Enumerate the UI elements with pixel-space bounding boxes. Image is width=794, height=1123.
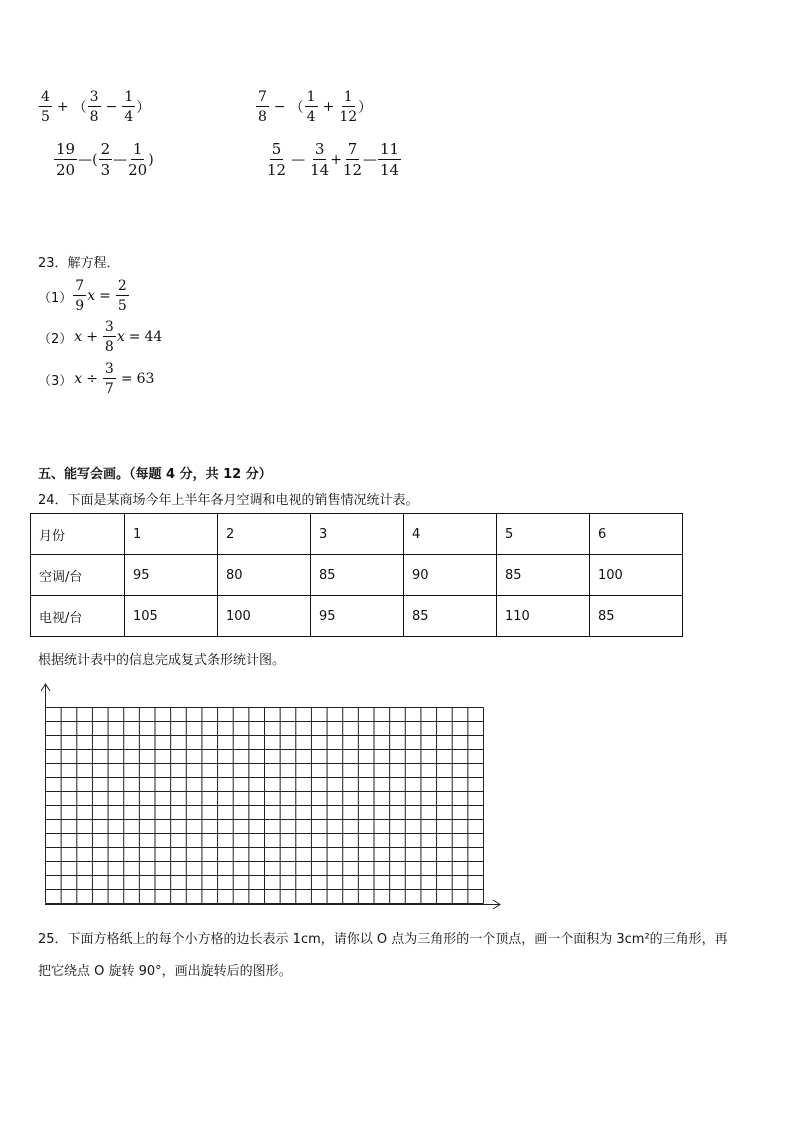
fraction: $\frac{11}{14}$ <box>380 140 400 179</box>
table-cell: 85 <box>497 555 590 596</box>
question-24-instruction: 根据统计表中的信息完成复式条形统计图。 <box>38 653 286 668</box>
fraction: $\frac{7}{9}$ <box>75 278 85 314</box>
table-cell: 6 <box>590 514 683 555</box>
table-cell: 110 <box>497 596 590 637</box>
table-row <box>31 596 683 637</box>
table-cell: 95 <box>125 555 218 596</box>
table-cell: 4 <box>404 514 497 555</box>
table-cell: 2 <box>218 514 311 555</box>
fraction: $\frac{1}{4}$ <box>124 89 134 125</box>
table-cell: 1 <box>125 514 218 555</box>
question-25-line-1: 25．下面方格纸上的每个小方格的边长表示 1cm，请你以 O 点为三角形的一个顶点，画一个面积为 3cm²的三角形，再 <box>38 932 728 947</box>
fraction: $\frac{3}{7}$ <box>104 361 114 397</box>
sales-table <box>30 513 683 637</box>
fraction: $\frac{1}{4}$ <box>306 89 316 125</box>
expression-4: $\frac{5}{12}$ — $\frac{3}{14}$ + $\frac{7}{12}$ — $\frac{11}{14}$ <box>267 140 400 179</box>
table-cell: 月份 <box>31 514 125 555</box>
fraction: $\frac{2}{5}$ <box>117 278 127 314</box>
question-25-line-2: 把它绕点 O 旋转 90°，画出旋转后的图形。 <box>38 964 292 979</box>
equation-2: （2） x + $\frac{3}{8}$ x = 44 <box>38 319 163 355</box>
equation-3: （3） x ÷ $\frac{3}{7}$ = 63 <box>38 361 155 397</box>
fraction: $\frac{19}{20}$ <box>56 140 76 179</box>
table-cell: 90 <box>404 555 497 596</box>
table-cell: 100 <box>218 596 311 637</box>
table-row <box>31 514 683 555</box>
table-cell: 电视/台 <box>31 596 125 637</box>
table-cell: 80 <box>218 555 311 596</box>
expression-3: $\frac{19}{20}$ — ( $\frac{2}{3}$ — $\frac{1}{20}$ ) <box>56 140 154 179</box>
table-cell: 85 <box>590 596 683 637</box>
table-row <box>31 555 683 596</box>
table-cell: 空调/台 <box>31 555 125 596</box>
table-cell: 105 <box>125 596 218 637</box>
table-cell: 85 <box>404 596 497 637</box>
fraction: $\frac{2}{3}$ <box>100 140 111 179</box>
fraction: $\frac{3}{8}$ <box>104 319 114 355</box>
blank-chart-grid <box>30 680 510 912</box>
section-5-title: 五、能写会画。（每题 4 分，共 12 分） <box>38 467 272 482</box>
fraction: $\frac{7}{12}$ <box>342 140 363 179</box>
fraction: $\frac{5}{12}$ <box>267 140 287 179</box>
fraction: $\frac{4}{5}$ <box>41 89 50 125</box>
table-cell: 95 <box>311 596 404 637</box>
fraction: $\frac{3}{14}$ <box>310 140 330 179</box>
expression-2: $\frac{7}{8}$ − （ $\frac{1}{4}$ + $\frac{1}{12}$ ） <box>258 89 373 125</box>
table-cell: 5 <box>497 514 590 555</box>
fraction: $\frac{7}{8}$ <box>258 89 267 125</box>
fraction: $\frac{1}{12}$ <box>339 89 358 125</box>
equation-1: （1） $\frac{7}{9}$ x = $\frac{2}{5}$ <box>38 278 127 314</box>
fraction: $\frac{3}{8}$ <box>89 89 99 125</box>
fraction: $\frac{1}{20}$ <box>128 140 148 179</box>
table-cell: 85 <box>311 555 404 596</box>
question-24-title: 24．下面是某商场今年上半年各月空调和电视的销售情况统计表。 <box>38 493 419 508</box>
table-cell: 100 <box>590 555 683 596</box>
table-cell: 3 <box>311 514 404 555</box>
question-23-title: 23．解方程． <box>38 256 120 271</box>
expression-1: $\frac{4}{5}$ + （ $\frac{3}{8}$ − $\frac{1}{4}$ ） <box>41 89 151 125</box>
